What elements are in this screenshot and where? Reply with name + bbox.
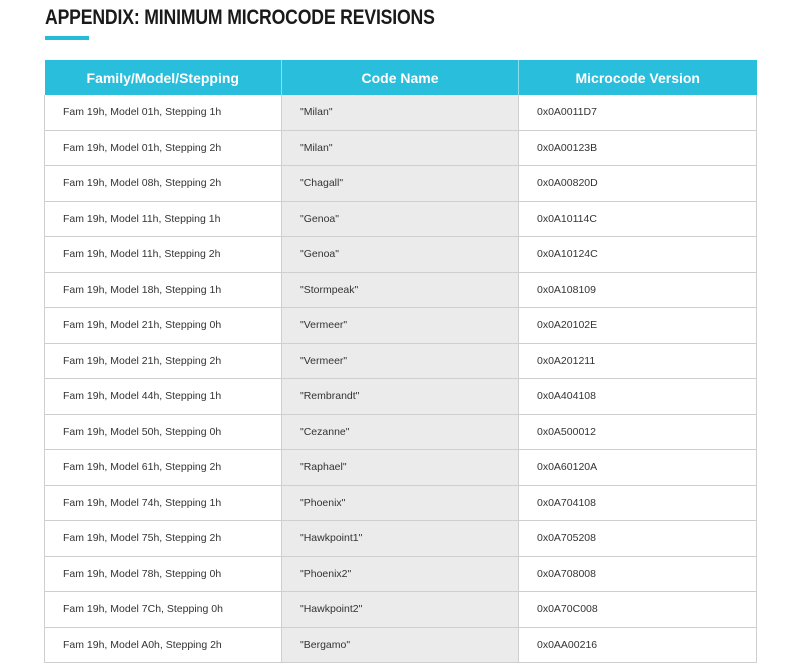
title-underline	[45, 36, 89, 40]
table-row	[45, 592, 757, 628]
table-row	[45, 272, 757, 308]
family-model-stepping-cell: Fam 19h, Model 11h, Stepping 1h	[45, 201, 282, 237]
microcode-version-cell: 0x0A20102E	[519, 308, 757, 344]
microcode-version-cell: 0x0A108109	[519, 272, 757, 308]
code-name-cell: "Cezanne"	[282, 414, 519, 450]
table-row	[45, 166, 757, 202]
table-row	[45, 450, 757, 486]
family-model-stepping-cell: Fam 19h, Model 21h, Stepping 0h	[45, 308, 282, 344]
microcode-version-cell: 0x0A70C008	[519, 592, 757, 628]
family-model-stepping-cell: Fam 19h, Model 78h, Stepping 0h	[45, 556, 282, 592]
code-name-cell: "Phoenix2"	[282, 556, 519, 592]
table-row	[45, 95, 757, 130]
table-row	[45, 343, 757, 379]
family-model-stepping-cell: Fam 19h, Model 61h, Stepping 2h	[45, 450, 282, 486]
microcode-version-cell: 0x0A10114C	[519, 201, 757, 237]
table-body	[45, 95, 757, 663]
family-model-stepping-cell: Fam 19h, Model 08h, Stepping 2h	[45, 166, 282, 202]
microcode-version-cell: 0x0A500012	[519, 414, 757, 450]
page-title: APPENDIX: MINIMUM MICROCODE REVISIONS	[45, 6, 435, 29]
code-name-cell: "Bergamo"	[282, 627, 519, 663]
code-name-cell: "Phoenix"	[282, 485, 519, 521]
microcode-version-cell: 0x0A404108	[519, 379, 757, 415]
column-header-code-name: Code Name	[282, 60, 519, 95]
code-name-cell: "Chagall"	[282, 166, 519, 202]
table-row	[45, 521, 757, 557]
code-name-cell: "Vermeer"	[282, 308, 519, 344]
family-model-stepping-cell: Fam 19h, Model A0h, Stepping 2h	[45, 627, 282, 663]
microcode-version-cell: 0x0A00123B	[519, 130, 757, 166]
family-model-stepping-cell: Fam 19h, Model 50h, Stepping 0h	[45, 414, 282, 450]
table-row	[45, 130, 757, 166]
family-model-stepping-cell: Fam 19h, Model 74h, Stepping 1h	[45, 485, 282, 521]
family-model-stepping-cell: Fam 19h, Model 44h, Stepping 1h	[45, 379, 282, 415]
microcode-version-cell: 0x0A704108	[519, 485, 757, 521]
family-model-stepping-cell: Fam 19h, Model 11h, Stepping 2h	[45, 237, 282, 273]
table-row	[45, 556, 757, 592]
microcode-version-cell: 0x0A201211	[519, 343, 757, 379]
microcode-version-cell: 0x0AA00216	[519, 627, 757, 663]
column-header-family-model-stepping: Family/Model/Stepping	[45, 60, 282, 95]
family-model-stepping-cell: Fam 19h, Model 7Ch, Stepping 0h	[45, 592, 282, 628]
family-model-stepping-cell: Fam 19h, Model 21h, Stepping 2h	[45, 343, 282, 379]
microcode-version-cell: 0x0A705208	[519, 521, 757, 557]
family-model-stepping-cell: Fam 19h, Model 01h, Stepping 1h	[45, 95, 282, 130]
table-row	[45, 308, 757, 344]
code-name-cell: "Genoa"	[282, 201, 519, 237]
table-row	[45, 485, 757, 521]
family-model-stepping-cell: Fam 19h, Model 75h, Stepping 2h	[45, 521, 282, 557]
microcode-table-container	[44, 60, 756, 663]
code-name-cell: "Genoa"	[282, 237, 519, 273]
family-model-stepping-cell: Fam 19h, Model 01h, Stepping 2h	[45, 130, 282, 166]
microcode-version-cell: 0x0A708008	[519, 556, 757, 592]
table-row	[45, 414, 757, 450]
table-row	[45, 201, 757, 237]
table-row	[45, 379, 757, 415]
table-row	[45, 627, 757, 663]
code-name-cell: "Raphael"	[282, 450, 519, 486]
code-name-cell: "Stormpeak"	[282, 272, 519, 308]
microcode-table	[44, 60, 757, 663]
microcode-version-cell: 0x0A10124C	[519, 237, 757, 273]
microcode-version-cell: 0x0A0011D7	[519, 95, 757, 130]
microcode-version-cell: 0x0A00820D	[519, 166, 757, 202]
code-name-cell: "Milan"	[282, 95, 519, 130]
code-name-cell: "Rembrandt"	[282, 379, 519, 415]
column-header-microcode-version: Microcode Version	[519, 60, 757, 95]
code-name-cell: "Hawkpoint2"	[282, 592, 519, 628]
code-name-cell: "Vermeer"	[282, 343, 519, 379]
code-name-cell: "Milan"	[282, 130, 519, 166]
table-header-row	[45, 60, 757, 95]
code-name-cell: "Hawkpoint1"	[282, 521, 519, 557]
table-row	[45, 237, 757, 273]
microcode-version-cell: 0x0A60120A	[519, 450, 757, 486]
family-model-stepping-cell: Fam 19h, Model 18h, Stepping 1h	[45, 272, 282, 308]
